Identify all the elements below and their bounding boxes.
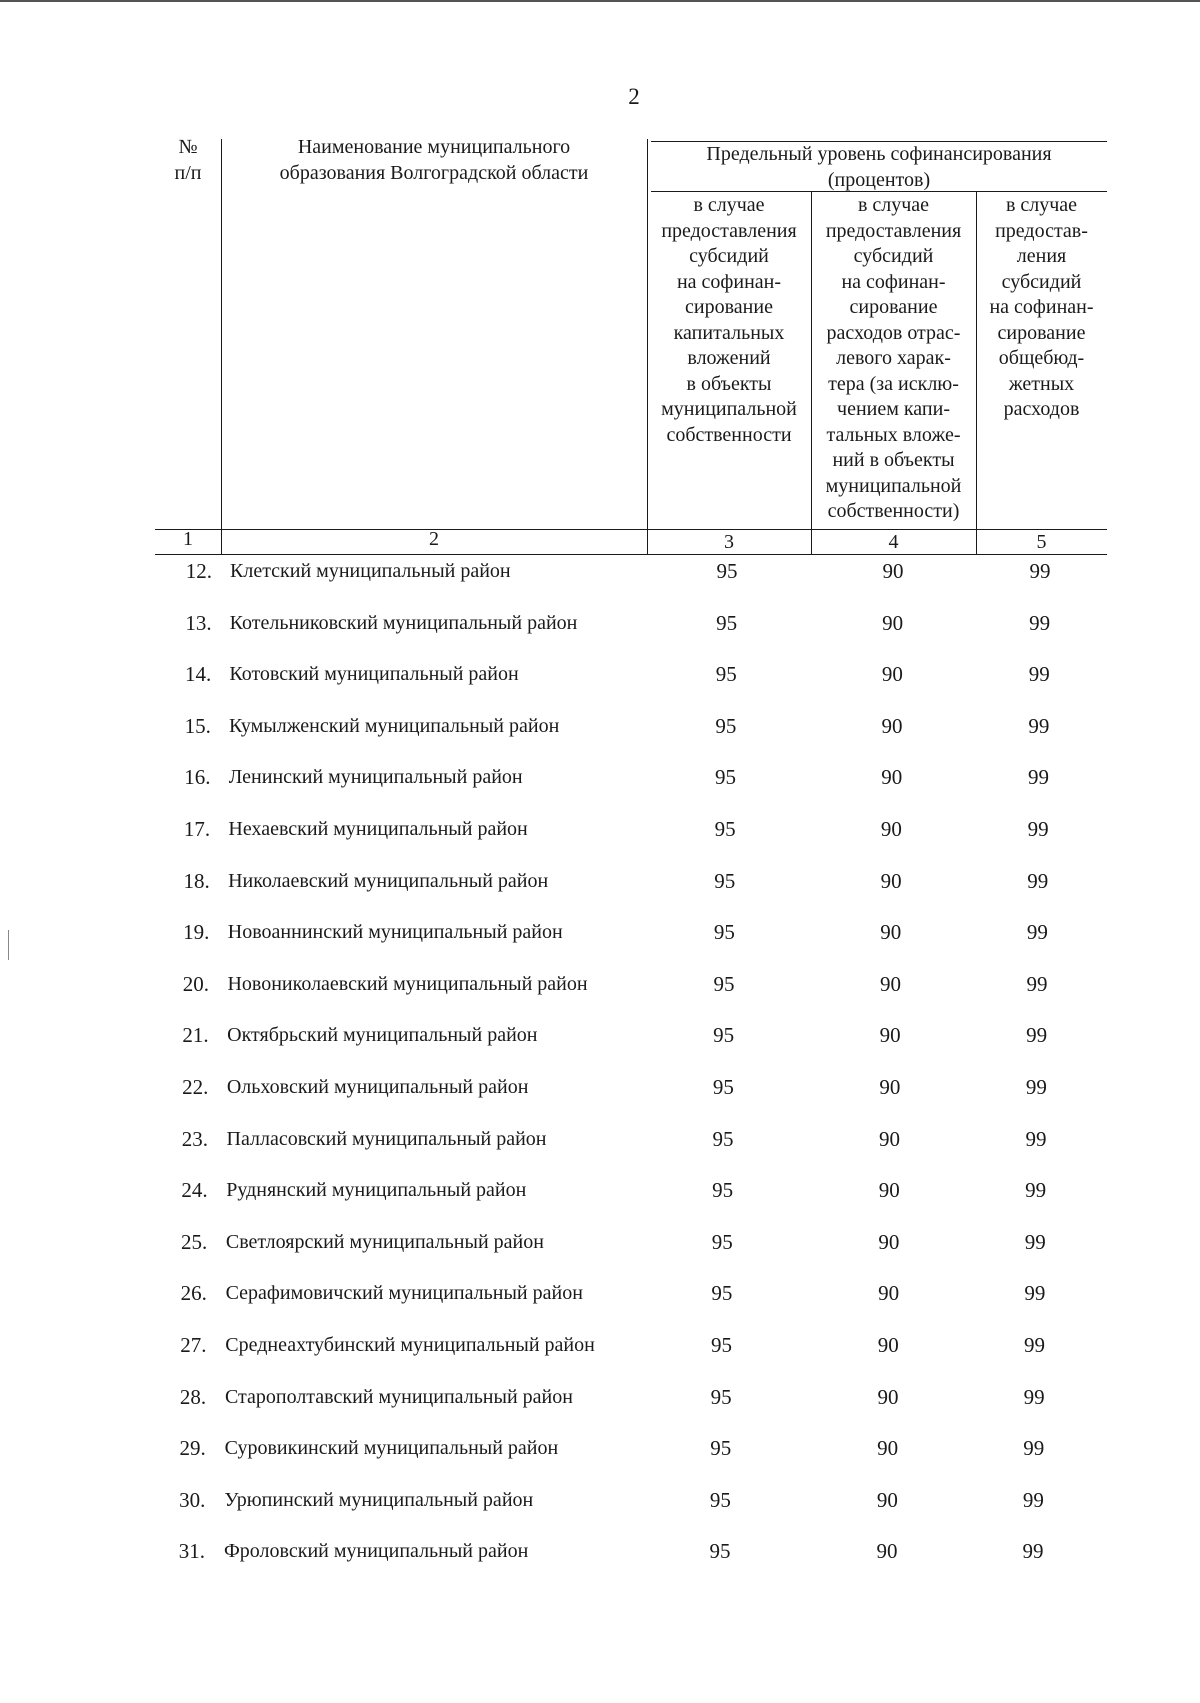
value-capital-investments: 95 [715, 713, 737, 738]
value-general-expenses: 99 [1027, 817, 1049, 841]
value-sectoral-expenses: 90 [881, 713, 903, 738]
row-number: 17. [183, 817, 211, 841]
value-general-expenses: 99 [1024, 1229, 1046, 1254]
header-index-5: 5 [1036, 531, 1047, 553]
row-number: 14. [185, 662, 212, 687]
municipality-name: Клетский муниципальный район [230, 560, 511, 582]
value-capital-investments: 95 [709, 1487, 731, 1512]
value-general-expenses: 99 [1023, 1384, 1045, 1409]
municipality-name: Палласовский муниципальный район [226, 1127, 547, 1150]
row-number: 15. [184, 713, 211, 738]
value-capital-investments: 95 [711, 1281, 733, 1306]
table-row [0, 1278, 1200, 1308]
municipality-name: Николаевский муниципальный район [228, 869, 549, 892]
municipality-name: Серафимовичский муниципальный район [225, 1282, 583, 1305]
value-capital-investments: 95 [710, 1384, 732, 1409]
municipality-name: Новониколаевский муниципальный район [227, 972, 588, 995]
row-number: 31. [178, 1539, 205, 1564]
value-general-expenses: 99 [1022, 1539, 1044, 1564]
header-name-column: Наименование муниципального образования Волгоградской области [279, 136, 589, 184]
row-number: 18. [183, 868, 210, 893]
table-row [0, 917, 1200, 947]
value-general-expenses: 99 [1023, 1436, 1045, 1461]
table-row [0, 1382, 1200, 1412]
value-capital-investments: 95 [713, 1023, 735, 1048]
row-number: 27. [180, 1333, 207, 1357]
value-capital-investments: 95 [716, 559, 738, 583]
value-general-expenses: 99 [1029, 559, 1051, 583]
value-capital-investments: 95 [715, 662, 737, 687]
value-sectoral-expenses: 90 [880, 817, 902, 841]
value-sectoral-expenses: 90 [881, 765, 903, 790]
municipality-name: Октябрьский муниципальный район [227, 1024, 538, 1047]
value-sectoral-expenses: 90 [882, 610, 904, 635]
header-index-1: 1 [183, 528, 193, 550]
municipality-name: Фроловский муниципальный район [224, 1540, 529, 1563]
header-column-sectoral-expenses: в случае предоставления субсидий на софинан- сирование расходов отрас- левого харак- тера (за исклю- чением капи- тальных вложе- ний в объекты муниципальной собственности) [825, 194, 962, 522]
row-number: 23. [181, 1126, 208, 1151]
table-row [0, 1072, 1200, 1102]
table-row [0, 969, 1200, 999]
header-number-column: № п/п [174, 136, 202, 184]
value-sectoral-expenses: 90 [881, 662, 903, 687]
municipality-name: Нехаевский муниципальный район [228, 818, 528, 840]
table-row [0, 1124, 1200, 1154]
value-general-expenses: 99 [1025, 1075, 1047, 1099]
municipality-name: Котовский муниципальный район [229, 663, 519, 686]
row-number: 25. [180, 1229, 208, 1254]
table-row [0, 1175, 1200, 1205]
value-general-expenses: 99 [1028, 765, 1050, 790]
header-index-2: 2 [429, 528, 439, 550]
table-row [0, 866, 1200, 896]
value-capital-investments: 95 [711, 1229, 733, 1254]
municipality-name: Руднянский муниципальный район [226, 1179, 527, 1202]
table-row [0, 1020, 1200, 1050]
table-row [0, 659, 1200, 689]
header-index-3: 3 [724, 531, 734, 553]
municipality-name: Ольховский муниципальный район [226, 1076, 529, 1098]
value-sectoral-expenses: 90 [879, 1126, 901, 1151]
municipality-name: Старополтавский муниципальный район [224, 1385, 573, 1408]
value-capital-investments: 95 [714, 817, 736, 841]
value-sectoral-expenses: 90 [882, 559, 904, 583]
value-general-expenses: 99 [1028, 662, 1050, 687]
municipality-name: Ленинский муниципальный район [228, 766, 523, 789]
value-general-expenses: 99 [1025, 1178, 1047, 1203]
value-general-expenses: 99 [1026, 1023, 1048, 1048]
row-number: 12. [185, 559, 212, 583]
table-row [0, 1536, 1200, 1566]
value-general-expenses: 99 [1023, 1333, 1045, 1357]
header-column-general-expenses: в случае предостав- ления субсидий на софинан- сирование общебюд- жетных расходов [989, 194, 1094, 420]
municipality-name: Суровикинский муниципальный район [224, 1437, 559, 1460]
value-general-expenses: 99 [1025, 1126, 1047, 1151]
value-capital-investments: 95 [716, 610, 738, 635]
value-general-expenses: 99 [1029, 610, 1051, 635]
value-sectoral-expenses: 90 [880, 920, 902, 945]
value-sectoral-expenses: 90 [877, 1436, 899, 1461]
municipality-name: Среднеахтубинский муниципальный район [225, 1334, 595, 1356]
page-number: 2 [628, 84, 640, 109]
header-column-capital-investments: в случае предоставления субсидий на софинан- сирование капитальных вложений в объекты муниципальной собственности [661, 194, 797, 446]
header-cofinancing-group: Предельный уровень софинансирования (процентов) [706, 143, 1052, 191]
value-capital-investments: 95 [712, 1178, 734, 1203]
value-general-expenses: 99 [1028, 713, 1050, 738]
municipality-name: Новоаннинский муниципальный район [227, 921, 563, 944]
row-number: 16. [184, 765, 211, 790]
value-capital-investments: 95 [709, 1539, 731, 1564]
value-sectoral-expenses: 90 [877, 1333, 899, 1357]
value-general-expenses: 99 [1026, 971, 1048, 996]
value-sectoral-expenses: 90 [878, 1178, 900, 1203]
value-sectoral-expenses: 90 [878, 1229, 900, 1254]
row-number: 20. [182, 971, 210, 996]
table-header [155, 136, 1107, 555]
row-number: 26. [180, 1281, 207, 1306]
municipality-name: Котельниковский муниципальный район [229, 611, 578, 634]
row-number: 13. [185, 610, 212, 635]
value-capital-investments: 95 [714, 868, 736, 893]
value-sectoral-expenses: 90 [879, 1075, 901, 1099]
table-row [0, 1330, 1200, 1360]
value-capital-investments: 95 [715, 765, 737, 790]
value-capital-investments: 95 [710, 1436, 732, 1461]
value-general-expenses: 99 [1024, 1281, 1046, 1306]
value-sectoral-expenses: 90 [880, 868, 902, 893]
value-capital-investments: 95 [713, 971, 735, 996]
value-general-expenses: 99 [1022, 1487, 1044, 1512]
municipality-name: Светлоярский муниципальный район [225, 1230, 544, 1253]
table-row [0, 1433, 1200, 1463]
row-number: 22. [182, 1075, 209, 1099]
header-divider-1 [221, 139, 222, 555]
value-sectoral-expenses: 90 [877, 1384, 899, 1409]
table-row [0, 1485, 1200, 1515]
row-number: 21. [182, 1023, 209, 1048]
row-number: 30. [179, 1487, 206, 1512]
row-number: 29. [179, 1436, 206, 1461]
value-sectoral-expenses: 90 [878, 1281, 900, 1306]
value-general-expenses: 99 [1026, 920, 1048, 945]
table-row [0, 608, 1200, 638]
table-row [0, 711, 1200, 741]
value-capital-investments: 95 [713, 920, 735, 945]
municipality-name: Кумылженский муниципальный район [229, 714, 560, 737]
value-sectoral-expenses: 90 [876, 1539, 898, 1564]
header-index-4: 4 [888, 531, 899, 553]
value-capital-investments: 95 [712, 1075, 734, 1099]
table-row [0, 556, 1200, 586]
value-sectoral-expenses: 90 [879, 1023, 901, 1048]
table-row [0, 814, 1200, 844]
row-number: 24. [181, 1178, 208, 1203]
table-row [0, 762, 1200, 792]
municipality-name: Урюпинский муниципальный район [224, 1488, 534, 1511]
value-capital-investments: 95 [712, 1126, 734, 1151]
scan-top-edge [0, 0, 1200, 2]
value-general-expenses: 99 [1027, 868, 1049, 893]
table-row [0, 1227, 1200, 1257]
value-sectoral-expenses: 90 [879, 971, 901, 996]
row-number: 19. [183, 920, 210, 945]
value-capital-investments: 95 [710, 1333, 732, 1357]
row-number: 28. [179, 1384, 207, 1409]
value-sectoral-expenses: 90 [876, 1487, 898, 1512]
